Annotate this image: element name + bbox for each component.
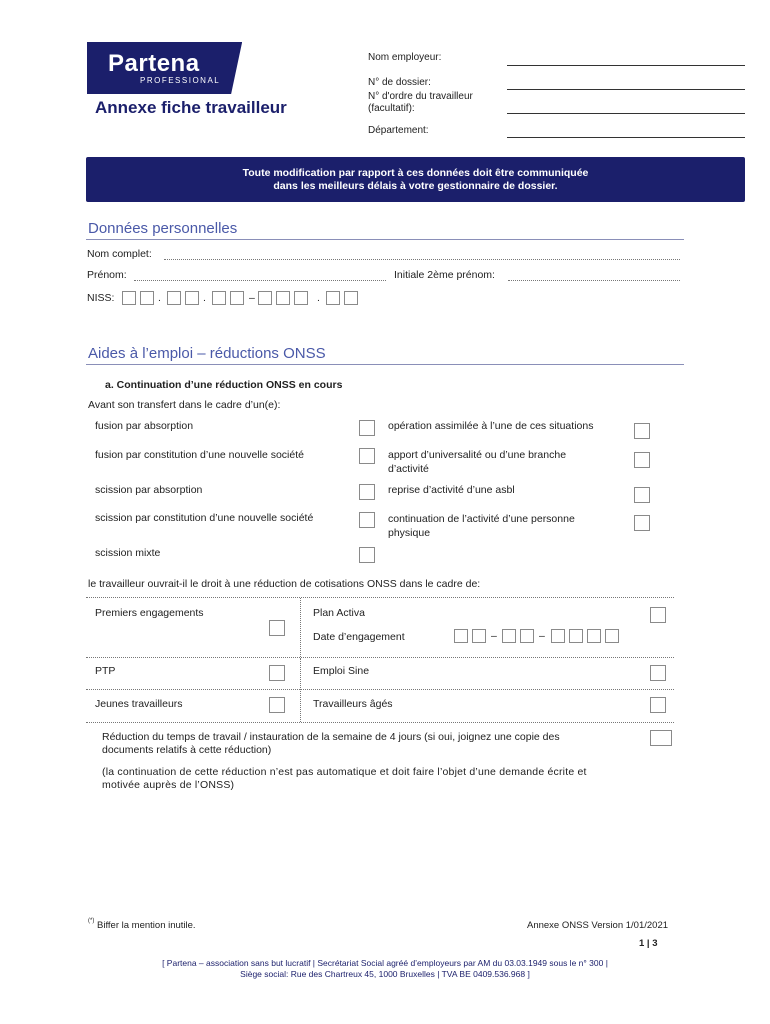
- personal-section-rule: [86, 239, 684, 240]
- niss-digit-box[interactable]: [212, 291, 226, 305]
- info-banner: [86, 157, 745, 202]
- date-digit-box[interactable]: [502, 629, 516, 643]
- note-text-2: motivée auprès de l’ONSS): [102, 779, 235, 791]
- dossier-label: N° de dossier:: [368, 77, 431, 88]
- date-engagement-label: Date d’engagement: [313, 631, 405, 643]
- ordre-label-2: (facultatif):: [368, 103, 415, 114]
- onss-section-rule: [86, 364, 684, 365]
- table-rule: [86, 689, 674, 690]
- logo-brand: Partena: [108, 50, 200, 77]
- date-digit-box[interactable]: [520, 629, 534, 643]
- full-name-label: Nom complet:: [87, 248, 152, 260]
- niss-digit-box[interactable]: [344, 291, 358, 305]
- employer-label: Nom employeur:: [368, 52, 442, 63]
- niss-separator: –: [249, 292, 255, 304]
- option-label: scission par absorption: [95, 484, 203, 496]
- banner-line-1: Toute modification par rapport à ces données doit être communiquée: [242, 166, 589, 179]
- option-label: fusion par constitution d’une nouvelle société: [95, 449, 304, 461]
- dossier-field[interactable]: [507, 89, 745, 90]
- ptp-label: PTP: [95, 665, 116, 677]
- partena-logo: [87, 42, 242, 94]
- jeunes-checkbox[interactable]: [269, 697, 285, 713]
- niss-separator: .: [317, 292, 320, 304]
- niss-digit-box[interactable]: [294, 291, 308, 305]
- niss-separator: .: [203, 292, 206, 304]
- date-separator: –: [491, 630, 497, 642]
- ptp-checkbox[interactable]: [269, 665, 285, 681]
- plan-activa-checkbox[interactable]: [650, 607, 666, 623]
- niss-digit-box[interactable]: [167, 291, 181, 305]
- option-label: continuation de l’activité d’une personne physique: [388, 513, 575, 539]
- departement-field[interactable]: [507, 137, 745, 138]
- employer-field[interactable]: [507, 65, 745, 66]
- option-checkbox[interactable]: [634, 515, 650, 531]
- option-checkbox[interactable]: [634, 487, 650, 503]
- option-label: scission par constitution d’une nouvelle société: [95, 512, 314, 524]
- ordre-field[interactable]: [507, 113, 745, 114]
- page-number: 1 | 3: [639, 938, 658, 949]
- full-name-field[interactable]: [164, 259, 680, 260]
- niss-digit-box[interactable]: [230, 291, 244, 305]
- option-checkbox[interactable]: [359, 547, 375, 563]
- ordre-label-1: N° d'ordre du travailleur: [368, 91, 473, 102]
- initial-label: Initiale 2ème prénom:: [394, 269, 495, 281]
- logo-stripe: [229, 42, 242, 94]
- reduction-checkbox[interactable]: [650, 730, 672, 746]
- onss-intro: Avant son transfert dans le cadre d’un(e):: [88, 399, 281, 411]
- date-digit-box[interactable]: [454, 629, 468, 643]
- table-rule: [86, 597, 674, 598]
- table-divider: [300, 658, 301, 722]
- option-checkbox[interactable]: [359, 420, 375, 436]
- option-checkbox[interactable]: [359, 484, 375, 500]
- onss-question: le travailleur ouvrait-il le droit à une réduction de cotisations ONSS dans le cadre de:: [88, 578, 481, 590]
- niss-digit-box[interactable]: [276, 291, 290, 305]
- option-label: fusion par absorption: [95, 420, 194, 432]
- ages-label: Travailleurs âgés: [313, 698, 393, 710]
- option-checkbox[interactable]: [634, 423, 650, 439]
- niss-digit-box[interactable]: [140, 291, 154, 305]
- ages-checkbox[interactable]: [650, 697, 666, 713]
- emploi-sine-checkbox[interactable]: [650, 665, 666, 681]
- page-title: Annexe fiche travailleur: [95, 98, 287, 117]
- date-digit-box[interactable]: [472, 629, 486, 643]
- date-digit-box[interactable]: [605, 629, 619, 643]
- footnote-text: Biffer la mention inutile.: [97, 920, 196, 931]
- plan-activa-label: Plan Activa: [313, 607, 365, 619]
- premiers-label: Premiers engagements: [95, 607, 204, 619]
- personal-section-title: Données personnelles: [88, 220, 238, 237]
- option-checkbox[interactable]: [359, 448, 375, 464]
- departement-label: Département:: [368, 125, 429, 136]
- option-label: scission mixte: [95, 547, 161, 559]
- date-digit-box[interactable]: [587, 629, 601, 643]
- niss-separator: .: [158, 292, 161, 304]
- date-digit-box[interactable]: [551, 629, 565, 643]
- niss-digit-box[interactable]: [122, 291, 136, 305]
- option-checkbox[interactable]: [359, 512, 375, 528]
- niss-digit-box[interactable]: [185, 291, 199, 305]
- note-text-1: (la continuation de cette réduction n’est pas automatique et doit faire l’objet d’une demande écrite et: [102, 766, 587, 778]
- onss-subtitle: a. Continuation d’une réduction ONSS en cours: [105, 379, 343, 391]
- niss-label: NISS:: [87, 292, 115, 304]
- footnote-mark: (*): [88, 918, 95, 924]
- niss-digit-box[interactable]: [326, 291, 340, 305]
- first-name-label: Prénom:: [87, 269, 127, 281]
- date-digit-box[interactable]: [569, 629, 583, 643]
- reduction-text-2: documents relatifs à cette réduction): [102, 744, 272, 756]
- logo-subtitle: PROFESSIONAL: [140, 76, 221, 85]
- option-label: opération assimilée à l’une de ces situations: [388, 420, 594, 432]
- date-separator: –: [539, 630, 545, 642]
- first-name-field[interactable]: [134, 280, 386, 281]
- onss-section-title: Aides à l’emploi – réductions ONSS: [88, 345, 326, 362]
- niss-digit-box[interactable]: [258, 291, 272, 305]
- legal-line-1: [ Partena – association sans but lucratif | Secrétariat Social agréé d’employeurs par AM du 03.03.1949 sous le n° 300 |: [162, 958, 608, 968]
- reduction-text-1: Réduction du temps de travail / instauration de la semaine de 4 jours (si oui, joignez une copie des: [102, 731, 560, 743]
- option-label: reprise d’activité d’une asbl: [388, 484, 515, 496]
- emploi-sine-label: Emploi Sine: [313, 665, 370, 677]
- table-rule: [86, 722, 674, 723]
- initial-field[interactable]: [508, 280, 680, 281]
- version-text: Annexe ONSS Version 1/01/2021: [527, 920, 669, 931]
- table-divider: [300, 598, 301, 657]
- jeunes-label: Jeunes travailleurs: [95, 698, 183, 710]
- banner-line-2: dans les meilleurs délais à votre gestionnaire de dossier.: [273, 179, 558, 192]
- legal-line-2: Siège social: Rue des Chartreux 45, 1000 Bruxelles | TVA BE 0409.536.968 ]: [240, 969, 530, 979]
- option-checkbox[interactable]: [634, 452, 650, 468]
- premiers-checkbox[interactable]: [269, 620, 285, 636]
- table-rule: [86, 657, 674, 658]
- option-label: apport d’universalité ou d’une branche d’activité: [388, 449, 567, 475]
